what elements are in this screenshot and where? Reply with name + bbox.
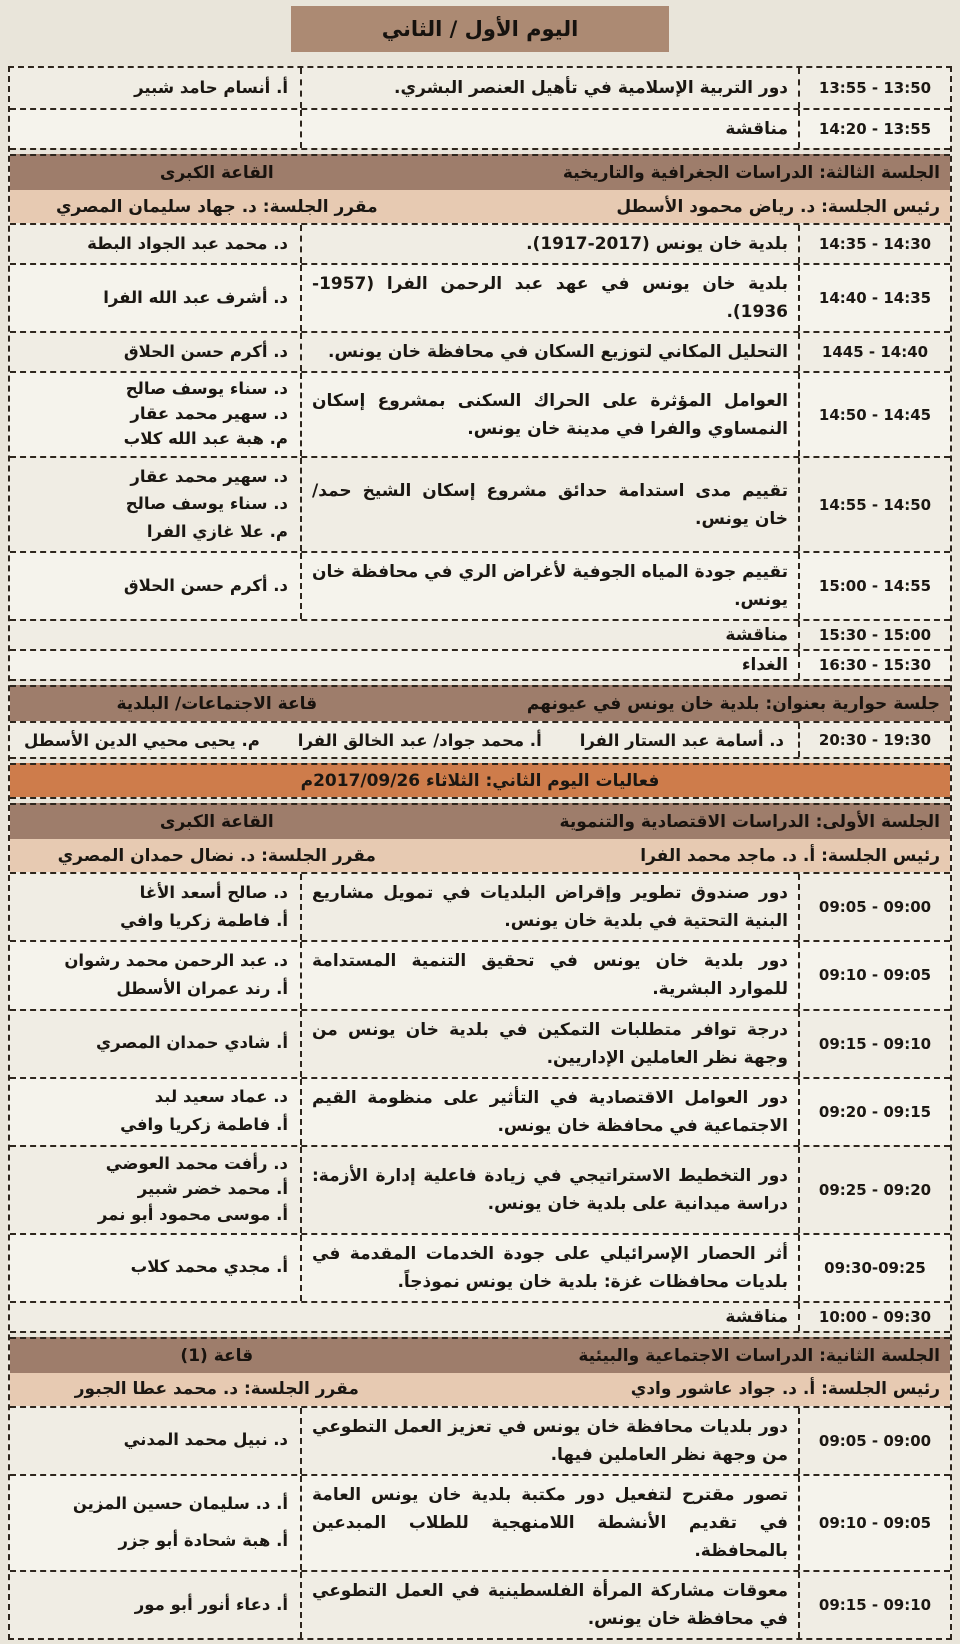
paper-title: بلدية خان يونس في عهد عبد الرحمن الفرا (1957-1936). — [312, 274, 788, 323]
activity-cell: مناقشة — [725, 1306, 788, 1327]
speaker-name: د. سهير محمد عقار — [130, 404, 288, 424]
activity-cell: الغداء — [741, 655, 788, 676]
paper-title: بلدية خان يونس (2017-1917). — [526, 234, 788, 255]
speakers-cell — [10, 1408, 300, 1474]
table-row — [10, 872, 950, 940]
time-cell: 15:00 - 14:55 — [798, 553, 950, 619]
speaker-name: أ. دعاء أنور أبو مور — [134, 1594, 288, 1614]
session-title: الجلسة الثالثة: الدراسات الجغرافية والتاريخية — [562, 163, 940, 184]
table-row — [10, 1145, 950, 1233]
time-cell: 16:30 - 15:30 — [798, 651, 950, 679]
paper-title-cell — [300, 1408, 798, 1474]
paper-title-cell — [300, 1235, 798, 1301]
speaker-name: م. هبة عبد الله كلاب — [123, 429, 288, 449]
paper-title-cell — [300, 1079, 798, 1145]
table-row — [10, 1077, 950, 1145]
speaker-name: د. سهير محمد عقار — [130, 466, 288, 486]
paper-title: دور صندوق تطوير وإقراض البلديات في تمويل مشاريع البنية التحتية في بلدية خان يونس. — [312, 883, 788, 932]
speaker-name: د. صالح أسعد الأغا — [139, 883, 288, 903]
speakers-cell — [10, 1235, 300, 1301]
table-row — [10, 1009, 950, 1077]
paper-title: دور العوامل الاقتصادية في التأثير على منظومة القيم الاجتماعية في محافظة خان يونس. — [312, 1087, 788, 1136]
speaker-name: د. أكرم حسن الحلاق — [123, 575, 288, 595]
chair-row — [10, 839, 950, 872]
paper-title-cell — [300, 942, 798, 1008]
paper-title: تقييم جودة المياه الجوفية لأغراض الري في محافظة خان يونس. — [312, 562, 788, 611]
page-title-box — [291, 6, 669, 52]
speakers-cell — [10, 553, 300, 619]
speaker-name: أ. فاطمة زكريا وافي — [120, 910, 288, 930]
paper-title-cell — [300, 1476, 798, 1570]
rapporteur-label: مقرر الجلسة: د. نضال حمدان المصري — [57, 845, 376, 866]
speaker-name: أ. موسى محمود أبو نمر — [97, 1205, 288, 1225]
time-cell: 09:25 - 09:20 — [798, 1147, 950, 1233]
speaker-name: م. علا غازي الفرا — [146, 521, 288, 541]
time-cell: 09:15 - 09:10 — [798, 1572, 950, 1638]
time-cell: 15:30 - 15:00 — [798, 621, 950, 649]
paper-title: دور التربية الإسلامية في تأهيل العنصر البشري. — [394, 77, 788, 98]
speakers-cell — [10, 1011, 300, 1077]
speaker-name: د. نبيل محمد المدني — [123, 1430, 288, 1450]
time-cell: 14:50 - 14:45 — [798, 373, 950, 456]
time-cell: 09:20 - 09:15 — [798, 1079, 950, 1145]
time-cell: 14:35 - 14:30 — [798, 225, 950, 263]
table-row — [10, 263, 950, 331]
speakers-cell — [10, 68, 300, 108]
chair-row — [10, 190, 950, 223]
paper-title-cell — [300, 110, 798, 148]
time-cell: 09:05 - 09:00 — [798, 1408, 950, 1474]
speaker-name: أ. فاطمة زكريا وافي — [120, 1115, 288, 1135]
paper-title: مناقشة — [725, 119, 788, 139]
page-header — [0, 0, 960, 66]
session-header — [10, 685, 950, 721]
time-cell: 09:05 - 09:00 — [798, 874, 950, 940]
paper-title-cell — [300, 225, 798, 263]
table-row — [10, 371, 950, 456]
table-row — [10, 108, 950, 148]
speakers-cell — [10, 1572, 300, 1638]
chair-label: رئيس الجلسة: د. رياض محمود الأسطل — [616, 196, 940, 217]
table-row — [10, 940, 950, 1008]
speakers-cell — [10, 458, 300, 551]
speakers-cell — [10, 225, 300, 263]
time-cell: 09:10 - 09:05 — [798, 942, 950, 1008]
session-room: قاعة الاجتماعات/ البلدية — [116, 694, 318, 715]
paper-title: التحليل المكاني لتوزيع السكان في محافظة خان يونس. — [328, 342, 788, 363]
table-row — [10, 1233, 950, 1301]
paper-title: دور بلدية خان يونس في تحقيق التنمية المستدامة للموارد البشرية. — [312, 951, 788, 1000]
time-cell: 13:55 - 13:50 — [798, 68, 950, 108]
speaker-name: أ. أنسام حامد شبير — [134, 77, 288, 97]
paper-title-cell — [300, 553, 798, 619]
paper-title-cell — [300, 68, 798, 108]
speaker-name: أ. رند عمران الأسطل — [116, 978, 288, 998]
table-row — [10, 331, 950, 371]
paper-title: دور التخطيط الاستراتيجي في زيادة فاعلية إدارة الأزمة: دراسة ميدانية على بلدية خان يونس. — [312, 1165, 788, 1214]
time-cell: 14:40 - 14:35 — [798, 265, 950, 331]
activity-cell: مناقشة — [725, 625, 788, 646]
speakers-cell — [10, 942, 300, 1008]
paper-title: معوقات مشاركة المرأة الفلسطينية في العمل التطوعي في محافظة خان يونس. — [312, 1581, 788, 1630]
speakers-cell — [10, 1079, 300, 1145]
speaker-name: أ. شادي حمدان المصري — [96, 1033, 288, 1053]
chair-label: رئيس الجلسة: أ. د. ماجد محمد الفرا — [640, 845, 940, 866]
speaker-name: أ. د. سليمان حسين المزين — [72, 1494, 288, 1514]
paper-title: درجة توافر متطلبات التمكين في بلدية خان يونس من وجهة نظر العاملين الإداريين. — [312, 1019, 788, 1068]
session-room: القاعة الكبرى — [159, 812, 274, 833]
session-title: جلسة حوارية بعنوان: بلدية خان يونس في عيونهم — [526, 694, 940, 715]
paper-title: تصور مقترح لتفعيل دور مكتبة بلدية خان يونس العامة في تقديم الأنشطة اللامنهجية للطلاب المبدعين بالمحافظة. — [312, 1484, 788, 1561]
table-row — [10, 721, 950, 757]
speaker-name: د. أشرف عبد الله الفرا — [103, 287, 288, 307]
chair-label: رئيس الجلسة: أ. د. جواد عاشور وادي — [630, 1379, 940, 1400]
speakers-cell — [10, 1476, 300, 1570]
time-cell: 1445 - 14:40 — [798, 333, 950, 371]
speakers-cell — [10, 110, 300, 148]
page-title: اليوم الأول / الثاني — [381, 17, 579, 41]
speaker-name: أ. محمد خضر شبير — [137, 1179, 288, 1199]
time-cell: 09:30-09:25 — [798, 1235, 950, 1301]
schedule-table — [8, 66, 952, 1640]
time-cell: 10:00 - 09:30 — [798, 1303, 950, 1331]
session-title: الجلسة الأولى: الدراسات الاقتصادية والتنموية — [559, 812, 940, 833]
speaker-name: د. رأفت محمد العوضي — [105, 1153, 288, 1173]
speaker-name: أ. مجدي محمد كلاب — [130, 1257, 288, 1277]
paper-title-cell — [300, 333, 798, 371]
paper-title: دور بلديات محافظة خان يونس في تعزيز العمل التطوعي من وجهة نظر العاملين فيها. — [312, 1416, 788, 1465]
table-row — [10, 649, 950, 679]
speaker-name: د. أكرم حسن الحلاق — [123, 341, 288, 361]
table-row — [10, 1474, 950, 1570]
paper-title-cell — [300, 373, 798, 456]
paper-title-cell — [300, 874, 798, 940]
speaker-name: أ. هبة شحادة أبو جزر — [118, 1531, 288, 1551]
panelists-cell — [10, 723, 798, 757]
session-room: قاعة (1) — [180, 1345, 254, 1366]
table-row — [10, 551, 950, 619]
session-header — [10, 1337, 950, 1373]
speakers-cell — [10, 333, 300, 371]
rapporteur-label: مقرر الجلسة: د. جهاد سليمان المصري — [55, 196, 378, 217]
time-cell: 14:55 - 14:50 — [798, 458, 950, 551]
time-cell: 20:30 - 19:30 — [798, 723, 950, 757]
paper-title: أثر الحصار الإسرائيلي على جودة الخدمات المقدمة في بلديات محافظات غزة: بلدية خان يونس نموذجاً. — [312, 1243, 788, 1292]
day-banner — [10, 763, 950, 797]
paper-title-cell — [300, 265, 798, 331]
rapporteur-label: مقرر الجلسة: د. محمد عطا الجبور — [74, 1379, 359, 1400]
table-row — [10, 68, 950, 108]
table-row — [10, 1406, 950, 1474]
paper-title-cell — [300, 1011, 798, 1077]
paper-title: تقييم مدى استدامة حدائق مشروع إسكان الشيخ حمد/ خان يونس. — [312, 480, 788, 529]
session-title: الجلسة الثانية: الدراسات الاجتماعية والبيئية — [578, 1345, 940, 1366]
speaker-name: د. سناء يوسف صالح — [125, 494, 288, 514]
panelist-name: أ. محمد جواد/ عبد الخالق الفرا — [297, 730, 542, 750]
speakers-cell — [10, 874, 300, 940]
paper-title: العوامل المؤثرة على الحراك السكنى بمشروع إسكان النمساوي والفرا في مدينة خان يونس. — [312, 390, 788, 439]
paper-title-cell — [300, 1572, 798, 1638]
table-row — [10, 223, 950, 263]
time-cell: 09:10 - 09:05 — [798, 1476, 950, 1570]
session-room: القاعة الكبرى — [159, 163, 274, 184]
panelist-name: م. يحيى محيي الدين الأسطل — [24, 730, 260, 750]
session-header — [10, 803, 950, 839]
speakers-cell — [10, 265, 300, 331]
day-banner-text: فعاليات اليوم الثاني: الثلاثاء 2017/09/26م — [300, 771, 660, 792]
table-row — [10, 619, 950, 649]
speakers-cell — [10, 373, 300, 456]
paper-title-cell — [300, 458, 798, 551]
panelist-name: د. أسامة عبد الستار الفرا — [579, 730, 784, 750]
time-cell: 14:20 - 13:55 — [798, 110, 950, 148]
table-row — [10, 1301, 950, 1331]
speaker-name: د. عبد الرحمن محمد رشوان — [64, 951, 288, 971]
speaker-name: د. محمد عبد الجواد البطة — [87, 233, 288, 253]
chair-row — [10, 1373, 950, 1406]
speakers-cell — [10, 1147, 300, 1233]
table-row — [10, 1570, 950, 1638]
speaker-name: د. سناء يوسف صالح — [125, 379, 288, 399]
speaker-name: د. عماد سعيد لبد — [154, 1087, 288, 1107]
paper-title-cell — [300, 1147, 798, 1233]
time-cell: 09:15 - 09:10 — [798, 1011, 950, 1077]
table-row — [10, 456, 950, 551]
session-header — [10, 154, 950, 190]
